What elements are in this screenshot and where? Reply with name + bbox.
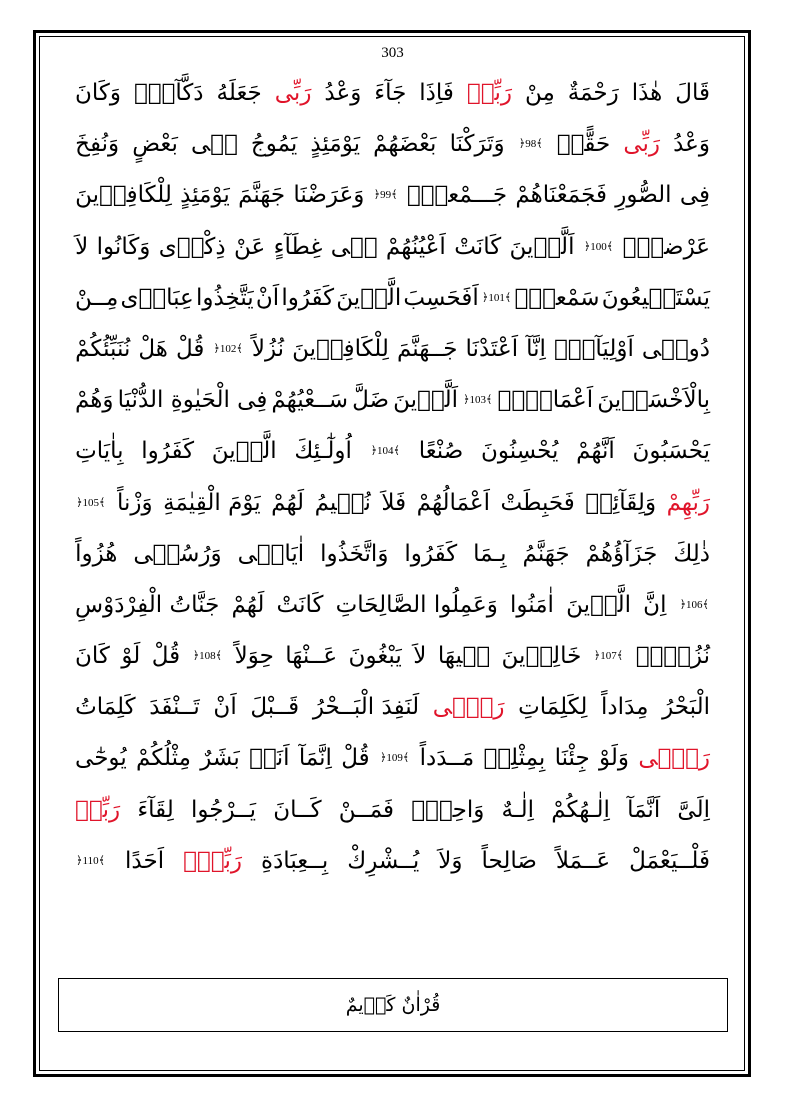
quran-text-block xyxy=(75,68,710,887)
text-line xyxy=(75,324,710,375)
word: حِوَلاً xyxy=(234,643,274,670)
word: فِى xyxy=(679,182,710,209)
word: اَعْتَدْنَا xyxy=(465,335,519,362)
word: عِبَادٖى xyxy=(120,284,194,311)
word: وَعَمِلُوا الصَّالِحَاتِ xyxy=(335,591,498,618)
word: الصُّورِ xyxy=(615,182,672,209)
text-line xyxy=(75,222,710,273)
word: الَّذٖينَ xyxy=(211,438,277,465)
text-line xyxy=(75,682,710,733)
word: لِقَآءَ xyxy=(137,796,174,823)
word: اِلٰـهُكُمْ xyxy=(551,796,610,823)
word: فَجَمَعْنَاهُمْ xyxy=(515,182,607,209)
word: يُوحٰٓى xyxy=(75,745,127,772)
word: اُولٰٓـئِكَ xyxy=(294,438,352,465)
footer-title: قُرْاٰنٌ كَرٖيمٌ xyxy=(345,994,441,1016)
word: يَوْمَئِذٍ xyxy=(310,131,361,158)
word: اَلَّذٖينَ xyxy=(509,233,575,260)
word: سَــعْيُهُمْ xyxy=(271,387,349,414)
word: جَزَآؤُهُمْ xyxy=(585,540,658,567)
word: يَمُوجُ xyxy=(250,131,298,158)
word: وَكَانَ xyxy=(75,80,121,106)
word: كَانَتْ xyxy=(276,591,324,618)
word: اِلٰـهٌ xyxy=(501,796,534,823)
word: قُلْ xyxy=(175,335,205,362)
word: قُلْ xyxy=(151,643,181,670)
word: لِلْكَافِرٖينَ xyxy=(75,182,172,209)
word: الَّذٖينَ xyxy=(566,591,632,618)
word: مِثْلُكُمْ xyxy=(136,745,191,772)
word: الْبَحْرُ xyxy=(662,694,710,721)
ayah-number-marker: ﴿110﴾ xyxy=(76,854,106,867)
word: وَرُسُلٖى xyxy=(133,540,222,567)
word: مِنْ xyxy=(525,80,555,106)
word: وَاحِدٌۚ xyxy=(411,796,485,823)
word: اِنَّآ xyxy=(526,335,546,362)
word: كَفَرُوا xyxy=(281,284,335,311)
word: اٰيَاتٖى xyxy=(237,540,305,567)
text-line xyxy=(75,375,710,426)
text-line xyxy=(75,836,710,887)
word: اَوْلِيَآءَۜ xyxy=(553,335,634,362)
word: كَفَرُوا xyxy=(404,540,458,567)
word: عَرْضاًۙ xyxy=(622,233,710,260)
text-line xyxy=(75,273,710,324)
word: اَنَا۬ xyxy=(249,745,290,772)
ayah-number-marker: ﴿104﴾ xyxy=(370,445,400,458)
word: جَـــمْعاًۙ xyxy=(406,182,508,209)
word: اَحَدًا xyxy=(125,847,165,874)
word: يَتَّخِذُوا xyxy=(195,284,254,311)
divine-name-word: رَبِّهٖ xyxy=(75,796,121,823)
divine-name-word: رَبّٖى xyxy=(638,745,710,772)
word: اِنَّ xyxy=(643,591,667,618)
word: قُلْ xyxy=(341,745,370,772)
word: يُــشْرِكْ xyxy=(347,847,420,874)
word: وَلاَ xyxy=(438,847,463,874)
divine-name-word: رَبّٖى xyxy=(432,694,505,721)
word: نُزُلاًۙ xyxy=(635,643,710,670)
text-line xyxy=(75,785,710,836)
divine-name-word: رَبِّهٖٓ xyxy=(183,847,243,874)
word: ذِكْرٖى xyxy=(158,233,226,260)
word: غِطَآءٍ xyxy=(273,233,323,260)
word: جَهَنَّمَ xyxy=(238,182,286,209)
word: وَنُفِخَ xyxy=(75,131,120,158)
word: يَحْسَبُونَ xyxy=(632,438,710,465)
word: وَعْدُ xyxy=(673,131,710,158)
word: حَقًّاۜ xyxy=(556,131,611,158)
word: الَّذٖينَ xyxy=(336,284,402,311)
word: كَفَرُوا xyxy=(141,438,195,465)
word: هُزُواً xyxy=(75,540,118,567)
ayah-number-marker: ﴿100﴾ xyxy=(583,240,614,253)
text-line xyxy=(75,426,710,477)
word: لَنَفِدَ الْبَــحْرُ xyxy=(312,694,420,721)
word: بَعْضَهُمْ xyxy=(373,131,437,158)
word: فَحَبِطَتْ xyxy=(500,489,575,516)
word: جَهَنَّمُ xyxy=(522,540,570,567)
word: بَعْضٍ xyxy=(132,131,178,158)
word: بِاٰيَاتِ xyxy=(75,438,124,465)
word: نُزُلاً xyxy=(251,335,285,362)
word: فٖى xyxy=(190,131,238,158)
text-line xyxy=(75,119,710,170)
word: مِــنْ xyxy=(75,284,119,311)
word: رَحْمَةٌ xyxy=(567,80,619,106)
word: يَسْتَطٖيعُونَ xyxy=(601,284,710,311)
word: بِــعِبَادَةِ xyxy=(261,847,329,874)
word: خَالِدٖينَ xyxy=(501,643,582,670)
word: جَنَّاتُ الْفِرْدَوْسِ xyxy=(75,591,220,618)
word: فَمَــنْ xyxy=(338,796,395,823)
word: يَوْمَ الْقِيٰمَةِ xyxy=(163,489,261,516)
word: كَلِمَاتُ xyxy=(75,694,136,721)
word: وَتَرَكْنَا xyxy=(449,131,505,158)
word: اَفَحَسِبَ xyxy=(403,284,479,311)
word: وَعْدُ xyxy=(324,80,362,106)
ayah-number-marker: ﴿103﴾ xyxy=(463,394,493,407)
ayah-number-marker: ﴿98﴾ xyxy=(518,138,543,151)
ayah-number-marker: ﴿107﴾ xyxy=(593,650,624,663)
word: لِكَلِمَاتِ xyxy=(518,694,588,721)
word: اَلَّذٖينَ xyxy=(393,387,459,414)
divine-name-word: رَبِّىۚ xyxy=(466,80,513,106)
footer-title-box xyxy=(58,978,728,1032)
word: جَــهَنَّمَ xyxy=(396,335,458,362)
word: وَاتَّخَذُوا xyxy=(320,540,389,567)
ayah-number-marker: ﴿102﴾ xyxy=(213,342,243,355)
word: مِدَاداً xyxy=(601,694,649,721)
word: قَالَ xyxy=(675,80,710,106)
word: بِمِثْلِهٖ xyxy=(483,745,546,772)
word: نُقٖيمُ xyxy=(314,489,371,516)
word: عَنْ xyxy=(234,233,266,260)
word: لاَ xyxy=(75,233,89,260)
ayah-number-marker: ﴿105﴾ xyxy=(76,496,106,509)
word: ذٰلِكَ xyxy=(673,540,710,567)
word: وَلَوْ xyxy=(599,745,630,772)
word: اَنْ xyxy=(213,694,237,721)
word: اَنَّهُمْ xyxy=(576,438,615,465)
word: جِئْنَا xyxy=(554,745,590,772)
word: يَوْمَئِذٍ xyxy=(180,182,230,209)
word: يُحْسِنُونَ xyxy=(480,438,559,465)
page-number: 303 xyxy=(381,45,404,61)
word: ضَلَّ xyxy=(352,387,390,414)
text-line xyxy=(75,529,710,580)
text-line xyxy=(75,170,710,221)
text-line xyxy=(75,478,710,529)
word: اَنَّمَآ xyxy=(627,796,661,823)
word: صَالِحاً xyxy=(481,847,537,874)
word: مَــدَداً xyxy=(419,745,475,772)
divine-name-word: رَبِّهِمْ xyxy=(666,489,710,516)
word: فَلاَ xyxy=(381,489,407,516)
text-line xyxy=(75,580,710,631)
divine-name-word: رَبِّى xyxy=(623,131,660,158)
word: لاَ xyxy=(413,643,427,670)
divine-name-word: رَبِّى xyxy=(274,80,312,106)
word: وَكَانُوا xyxy=(96,233,151,260)
word: قَــبْلَ xyxy=(250,694,300,721)
word: اِلَىَّ xyxy=(677,796,710,823)
word: كَانَ xyxy=(75,643,110,670)
word: كَانَتْ xyxy=(454,233,502,260)
word: وَلِقَآئِهٖ xyxy=(585,489,657,516)
word: صُنْعًا xyxy=(418,438,464,465)
ayah-number-marker: ﴿106﴾ xyxy=(679,598,709,611)
text-line xyxy=(75,68,710,119)
word: فٖيهَا xyxy=(437,643,491,670)
word: عَــمَلاً xyxy=(555,847,611,874)
word: لِلْكَافِرٖينَ xyxy=(292,335,389,362)
word: اَنْ xyxy=(255,284,280,311)
word: عَــنْهَا xyxy=(285,643,338,670)
word: هَلْ xyxy=(138,335,168,362)
word: فَلْــيَعْمَلْ xyxy=(629,847,710,874)
word: اَعْمَالُهُمْ xyxy=(416,489,490,516)
word: جَآءَ xyxy=(374,80,407,106)
word: دَكَّآءَۚ xyxy=(133,80,204,106)
word: اِنَّمَآ xyxy=(298,745,332,772)
word: بَشَرٌ xyxy=(200,745,240,772)
word: بِالْاَخْسَرٖينَ xyxy=(597,387,710,414)
word: لَوْ xyxy=(121,643,141,670)
word: نُنَبِّئُكُمْ xyxy=(75,335,131,362)
word: اٰمَنُوا xyxy=(510,591,554,618)
word: فِى الْحَيٰوةِ الدُّنْيَا xyxy=(117,387,268,414)
word: يَبْغُونَ xyxy=(348,643,402,670)
ayah-number-marker: ﴿109﴾ xyxy=(379,752,410,765)
ayah-number-marker: ﴿99﴾ xyxy=(373,189,398,202)
word: وَعَرَضْنَا xyxy=(293,182,365,209)
word: يَــرْجُوا xyxy=(190,796,257,823)
word: وَزْناً xyxy=(117,489,153,516)
word: فَاِذَا xyxy=(419,80,454,106)
text-line xyxy=(75,733,710,784)
word: اَعْيُنُهُمْ xyxy=(385,233,446,260)
word: بِـمَا xyxy=(473,540,507,567)
word: كَــانَ xyxy=(273,796,322,823)
word: لَهُمْ xyxy=(231,591,265,618)
word: سَمْعاًۚ xyxy=(514,284,600,311)
ayah-number-marker: ﴿108﴾ xyxy=(192,650,223,663)
text-line xyxy=(75,631,710,682)
word: اَعْمَالاًۜ xyxy=(497,387,594,414)
word: هٰذَا xyxy=(631,80,663,106)
word: وَهُمْ xyxy=(75,387,114,414)
word: دُونٖى xyxy=(641,335,710,362)
word: فٖى xyxy=(330,233,378,260)
ayah-number-marker: ﴿101﴾ xyxy=(481,291,512,304)
word: لَهُمْ xyxy=(271,489,305,516)
word: تَــنْفَدَ xyxy=(149,694,200,721)
word: جَعَلَهُ xyxy=(216,80,262,106)
